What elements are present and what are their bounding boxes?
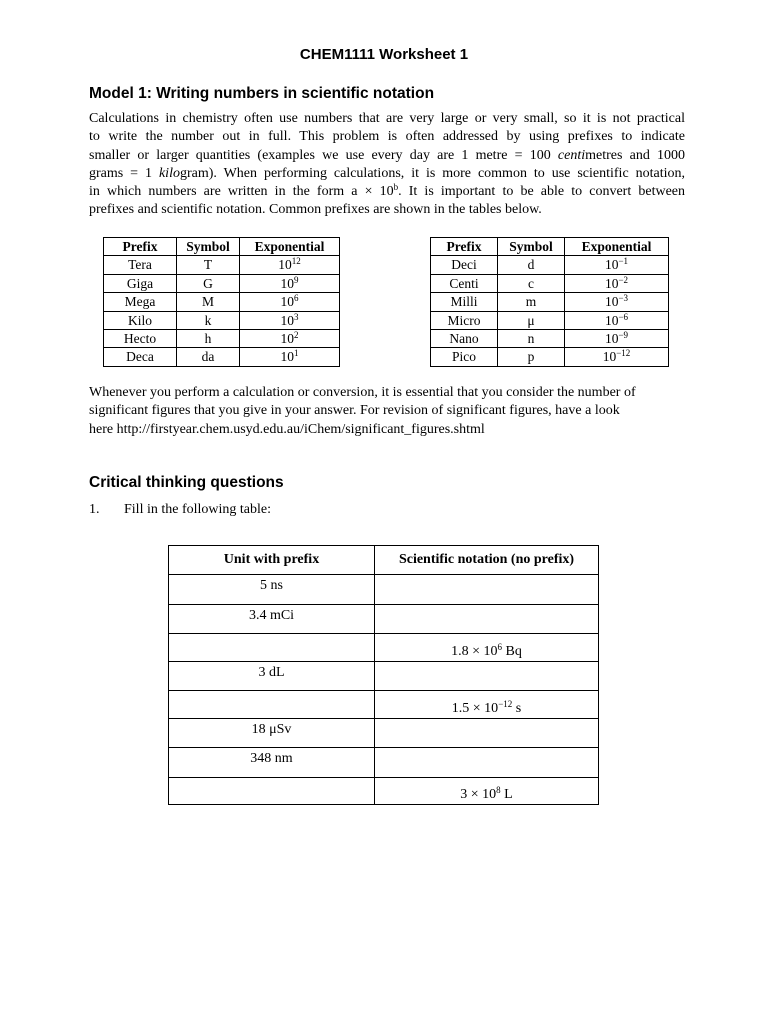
kilo-emphasis: kilo (158, 165, 180, 181)
symbol-cell: c (498, 274, 565, 292)
exponential-cell: $10^{-6}$ (565, 311, 669, 329)
exponential-cell: $10^{-9}$ (565, 330, 669, 348)
scientific-cell (375, 718, 599, 748)
column-header: Prefix (104, 238, 177, 256)
unit-cell: 5 ns (169, 575, 375, 605)
prefix-cell: Micro (431, 311, 498, 329)
symbol-cell: T (177, 256, 240, 274)
table-row (169, 777, 599, 805)
scientific-cell: $3 \times 10^8$ L (375, 777, 599, 805)
symbol-cell: h (177, 330, 240, 348)
symbol-cell: n (498, 330, 565, 348)
prefix-cell: Giga (104, 274, 177, 292)
question-text: Fill in the following table: (124, 502, 271, 517)
unit-cell (169, 777, 375, 805)
column-header: Scientific notation (no prefix) (375, 546, 599, 575)
table-row (169, 748, 599, 778)
symbol-cell: G (177, 274, 240, 292)
answer-table (168, 545, 599, 805)
table-row (169, 691, 599, 719)
critical-thinking-heading: Critical thinking questions (89, 474, 284, 491)
exponential-cell: $10^{-3}$ (565, 293, 669, 311)
column-header: Symbol (498, 238, 565, 256)
prefix-cell: Mega (104, 293, 177, 311)
intro-line: Calculations in chemistry often use numbers that are very large or very small, so it is not practical (89, 111, 685, 126)
symbol-cell: μ (498, 311, 565, 329)
prefix-row (431, 293, 669, 311)
column-header: Prefix (431, 238, 498, 256)
column-header: Exponential (240, 238, 340, 256)
prefix-row (431, 330, 669, 348)
table-row (169, 634, 599, 662)
prefix-row (431, 311, 669, 329)
intro-line: in which numbers are written in the form $a \times 10^b$. It is important to be able to convert between (89, 182, 685, 200)
exponential-cell: $10^{12}$ (240, 256, 340, 274)
prefix-row (431, 348, 669, 366)
prefix-row (431, 274, 669, 292)
scientific-cell: $1.8 \times 10^6$ Bq (375, 634, 599, 662)
prefix-row (104, 274, 340, 292)
prefix-row (104, 293, 340, 311)
intro-line: grams = 1 kilogram). When performing calculations, it is more common to use scientific notation, (89, 165, 685, 181)
symbol-cell: k (177, 311, 240, 329)
scientific-cell (375, 575, 599, 605)
unit-cell (169, 634, 375, 662)
prefix-row (104, 330, 340, 348)
exponential-cell: $10^1$ (240, 348, 340, 366)
exponential-cell: $10^6$ (240, 293, 340, 311)
small-prefix-table (430, 237, 669, 367)
column-header: Symbol (177, 238, 240, 256)
symbol-cell: d (498, 256, 565, 274)
exponential-cell: $10^3$ (240, 311, 340, 329)
table-row (169, 575, 599, 605)
intro-paragraph (89, 110, 685, 220)
table-row (169, 661, 599, 691)
sig-figs-paragraph (89, 384, 685, 439)
table-row (169, 604, 599, 634)
worksheet-title: CHEM1111 Worksheet 1 (299, 46, 469, 63)
prefix-row (104, 256, 340, 274)
scientific-cell (375, 604, 599, 634)
prefix-row (431, 256, 669, 274)
intro-line: smaller or larger quantities (examples we use every day are 1 metre = 100 centimetres and 1000 (89, 147, 685, 163)
unit-cell (169, 691, 375, 719)
table-row (169, 718, 599, 748)
unit-cell: 3.4 mCi (169, 604, 375, 634)
column-header: Exponential (565, 238, 669, 256)
prefix-cell: Hecto (104, 330, 177, 348)
prefix-cell: Tera (104, 256, 177, 274)
unit-cell: 348 nm (169, 748, 375, 778)
question-number: 1. (89, 502, 100, 517)
prefix-cell: Deca (104, 348, 177, 366)
symbol-cell: da (177, 348, 240, 366)
prefix-cell: Pico (431, 348, 498, 366)
prefix-row (104, 348, 340, 366)
symbol-cell: m (498, 293, 565, 311)
prefix-row (104, 311, 340, 329)
column-header: Unit with prefix (169, 546, 375, 575)
scientific-cell (375, 661, 599, 691)
symbol-cell: p (498, 348, 565, 366)
prefix-cell: Kilo (104, 311, 177, 329)
centi-emphasis: centi (557, 147, 586, 163)
prefix-cell: Deci (431, 256, 498, 274)
sig-figs-line: Whenever you perform a calculation or conversion, it is essential that you consider the number of (89, 385, 636, 400)
exponential-cell: $10^{-12}$ (565, 348, 669, 366)
symbol-cell: M (177, 293, 240, 311)
prefix-cell: Nano (431, 330, 498, 348)
prefix-cell: Milli (431, 293, 498, 311)
exponential-cell: $10^2$ (240, 330, 340, 348)
scientific-cell (375, 748, 599, 778)
large-prefix-table (103, 237, 340, 367)
unit-cell: 18 μSv (169, 718, 375, 748)
model-heading: Model 1: Writing numbers in scientific notation (89, 85, 435, 102)
intro-line: prefixes and scientific notation. Common prefixes are shown in the tables below. (89, 202, 542, 218)
sig-figs-line: significant figures that you give in your answer. For revision of significant figures, have a look (89, 403, 620, 419)
exponential-cell: $10^{-2}$ (565, 274, 669, 292)
prefix-cell: Centi (431, 274, 498, 292)
sig-figs-link[interactable]: here http://firstyear.chem.usyd.edu.au/iChem/significant_figures.shtml (89, 421, 485, 437)
unit-cell: 3 dL (169, 661, 375, 691)
exponential-cell: $10^{-1}$ (565, 256, 669, 274)
scientific-cell: $1.5 \times 10^{-12}$ s (375, 691, 599, 719)
exponential-cell: $10^9$ (240, 274, 340, 292)
intro-line: to write the number out in full. This problem is often addressed by using prefixes to indicate (89, 129, 685, 145)
